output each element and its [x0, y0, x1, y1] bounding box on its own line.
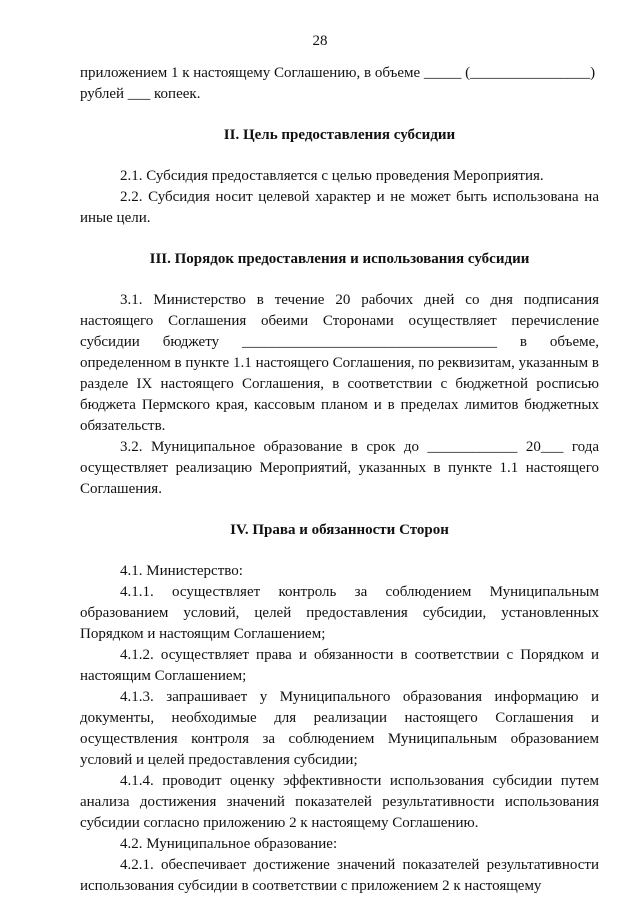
paragraph-4-1-3: 4.1.3. запрашивает у Муниципального образования информацию и документы, необходимые для реализации настоящего Соглашения и осуществления контроля за соблюдением Муниципальным образованием условий и целей предоставления субсидии;: [80, 689, 599, 768]
section-3-heading: III. Порядок предоставления и использования субсидии: [149, 251, 530, 267]
paragraph-4-1-4: 4.1.4. проводит оценку эффективности использования субсидии путем анализа достижения значений показателей результативности использования субсидии согласно приложению 2 к настоящему Соглашению.: [80, 773, 599, 831]
paragraph-2-1: 2.1. Субсидия предоставляется с целью проведения Мероприятия.: [120, 168, 544, 184]
intro-line-2: рублей ___ копеек.: [80, 86, 201, 102]
paragraph-4-2-1: 4.2.1. обеспечивает достижение значений показателей результативности использования субсидии в соответствии с приложением 2 к настоящему: [80, 857, 599, 894]
page-number: 28: [312, 33, 328, 49]
section-2-heading: II. Цель предоставления субсидии: [223, 127, 456, 143]
paragraph-3-1: 3.1. Министерство в течение 20 рабочих дней со дня подписания настоящего Соглашения обеими Сторонами осуществляет перечисление субсидии бюджету __________________________________ в объеме, определенном в пункте 1.1 настоящего Соглашения, по реквизитам, указанным в разделе IX настоящего Соглашения, в соответствии с бюджетной росписью бюджета Пермского края, кассовым планом и в пределах лимитов бюджетных обязательств.: [80, 292, 599, 434]
paragraph-4-2: 4.2. Муниципальное образование:: [120, 836, 338, 852]
paragraph-4-1-1: 4.1.1. осуществляет контроль за соблюдением Муниципальным образованием условий, целей предоставления субсидии, установленных Порядком и настоящим Соглашением;: [80, 584, 599, 642]
section-4-heading: IV. Права и обязанности Сторон: [230, 522, 449, 538]
paragraph-4-1-2: 4.1.2. осуществляет права и обязанности в соответствии с Порядком и настоящим Соглашением;: [80, 647, 599, 684]
paragraph-2-2: 2.2. Субсидия носит целевой характер и не может быть использована на иные цели.: [80, 189, 599, 226]
intro-line-1: приложением 1 к настоящему Соглашению, в объеме _____ (________________): [80, 65, 596, 81]
paragraph-4-1: 4.1. Министерство:: [120, 563, 243, 579]
document-body: [80, 63, 599, 897]
paragraph-3-2: 3.2. Муниципальное образование в срок до ____________ 20___ года осуществляет реализацию Мероприятий, указанных в пункте 1.1 настоящего Соглашения.: [80, 439, 599, 497]
